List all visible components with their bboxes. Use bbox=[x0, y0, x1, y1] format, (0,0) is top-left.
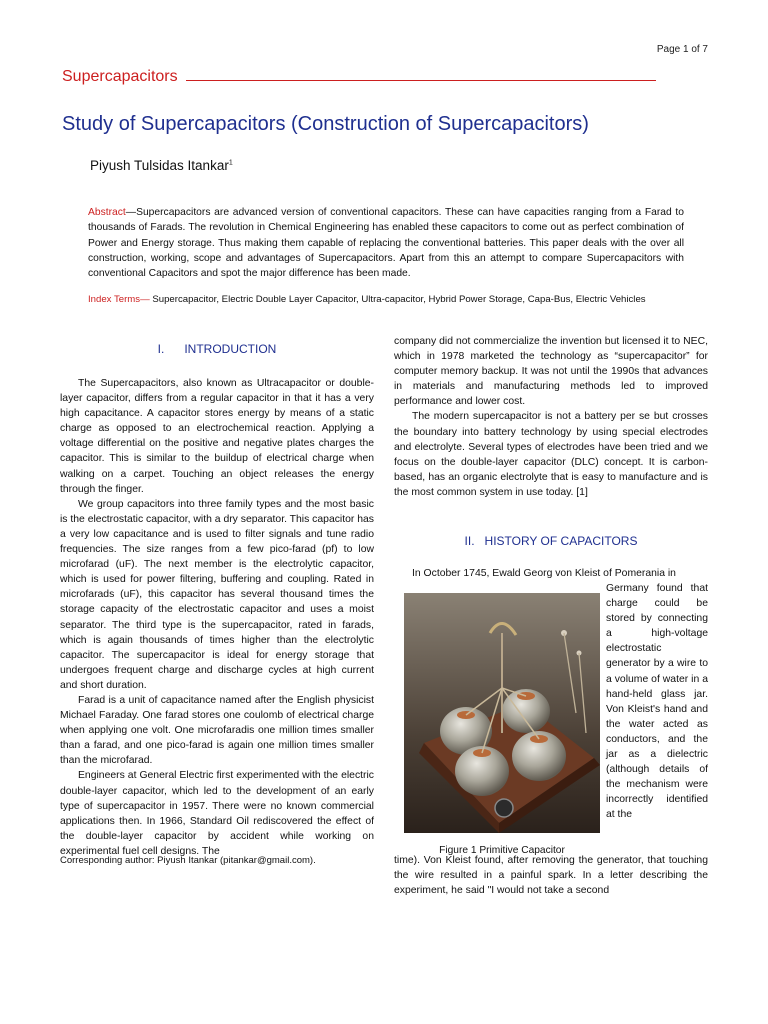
paragraph: Engineers at General Electric first experimented with the electric double-layer capacitor, which led to the development of an early type of supercapacitor in 1957. There were no known commercial applications then. In 1966, Standard Oil rediscovered the effect of the double-layer capacitor by accident while working on experimental fuel cell designs. The bbox=[60, 770, 374, 857]
primitive-capacitor-illustration bbox=[404, 593, 600, 833]
paragraph: The Supercapacitors, also known as Ultracapacitor or double-layer capacitor, differs from a regular capacitor in that it has a very high capacitance. A capacitor stores energy by means of a static charge as opposed to an electrochemical reaction. Applying a voltage differential on the positive and negative plates charges the capacitor. This is similar to the buildup of electrical charge when walking on a carpet. Touching an object releases the energy through the finger. bbox=[60, 378, 374, 495]
running-head bbox=[62, 68, 706, 86]
figure-primitive-capacitor bbox=[404, 593, 600, 833]
running-head-text: Supercapacitors bbox=[62, 68, 178, 85]
history-wrap-text bbox=[606, 581, 708, 823]
index-terms-label: Index Terms— bbox=[88, 294, 150, 305]
history-first-line: In October 1745, Ewald Georg von Kleist of Pomerania in bbox=[412, 568, 676, 579]
author-footnote-mark: 1 bbox=[228, 159, 233, 167]
paragraph: Germany found that charge could be stored by connecting a high-voltage electrostatic generator by a wire to a volume of water in a hand-held glass jar. Von Kleist's hand and the water acted as conductors, and the jar as a dielectric (although details of the mechanism were incorrectly identified at the bbox=[606, 583, 708, 821]
introduction-body bbox=[60, 376, 374, 859]
paragraph: The modern supercapacitor is not a battery per se but crosses the boundary into battery technology by using special electrodes and electrolyte. Several types of electrodes have been tried and we focus on the double-layer capacitor (DLC) concept. It is carbon-based, has an organic electrolyte that is easy to manufacture and is the most common system in use today. [1] bbox=[394, 411, 708, 498]
paragraph: We group capacitors into three family types and the most basic is the electrostatic capacitor, with a dry separator. This capacitor has a very low capacitance and is used to filter signals and tune radio frequencies. The size ranges from a few pico-farad (pf) to low microfarad (uF). The next member is the electrolytic capacitor, which is used for power filtering, buffering and coupling. Rated in microfarads (uF), this capacitor has several thousand times the storage capacity of the electrostatic capacitor and uses a moist separator. The third type is the supercapacitor, rated in farads, which is again thousands of times higher than the electrolytic capacitor. The supercapacitor is ideal for energy storage that undergoes frequent charge and discharge cycles at high current and short duration. bbox=[60, 498, 374, 691]
paragraph: Farad is a unit of capacitance named after the English physicist Michael Faraday. One farad stores one coulomb of electrical charge when applying one volt. One microfaradis one million times smaller than a farad, and one pico-farad is again one million times smaller than the microfarad. bbox=[60, 694, 374, 767]
author-line bbox=[90, 158, 233, 173]
abstract-text: —Supercapacitors are advanced version of conventional capacitors. These can have capacities ranging from a Farad to thousands of Farads. The revolution in Chemical Engineering has enabled these capacitors to come out as perfect combination of Power and Energy storage. Thus making them capable of replacing the conventional batteries. This paper deals with the over all construction, working, scope and advantages of Supercapacitors. Apart from this an attempt to compare Supercapacitors with conventional Capacitors and spot the major difference has been made. bbox=[88, 207, 684, 280]
corresponding-author-footnote: Corresponding author: Piyush Itankar (pitankar@gmail.com). bbox=[60, 855, 316, 866]
paragraph-continuation: company did not commercialize the invention but licensed it to NEC, which in 1978 marketed the technology as “supercapacitor” for computer memory backup. It was not until the 1990s that advances in materials and manufacturing methods led to improved performance and lower cost. bbox=[394, 336, 708, 408]
author-name: Piyush Tulsidas Itankar bbox=[90, 158, 229, 173]
index-terms-text: Supercapacitor, Electric Double Layer Capacitor, Ultra-capacitor, Hybrid Power Storage, Capa-Bus, Electric Vehicles bbox=[149, 294, 646, 305]
running-head-rule bbox=[186, 79, 656, 81]
abstract-label: Abstract bbox=[88, 207, 126, 218]
history-bottom-text bbox=[394, 853, 708, 898]
page-number: Page 1 of 7 bbox=[656, 44, 708, 55]
abstract bbox=[88, 205, 684, 281]
section-heading-introduction: I. INTRODUCTION bbox=[157, 342, 277, 356]
paper-title: Study of Supercapacitors (Construction of Supercapacitors) bbox=[62, 113, 589, 135]
paragraph: time). Von Kleist found, after removing the generator, that touching the wire resulted in a painful spark. In a letter describing the experiment, he said "I would not take a second bbox=[394, 855, 708, 897]
index-terms bbox=[88, 293, 688, 307]
right-column-text bbox=[394, 334, 708, 500]
section-heading-history: II. HISTORY OF CAPACITORS bbox=[464, 534, 638, 548]
figure-caption: Figure 1 Primitive Capacitor bbox=[439, 845, 565, 856]
